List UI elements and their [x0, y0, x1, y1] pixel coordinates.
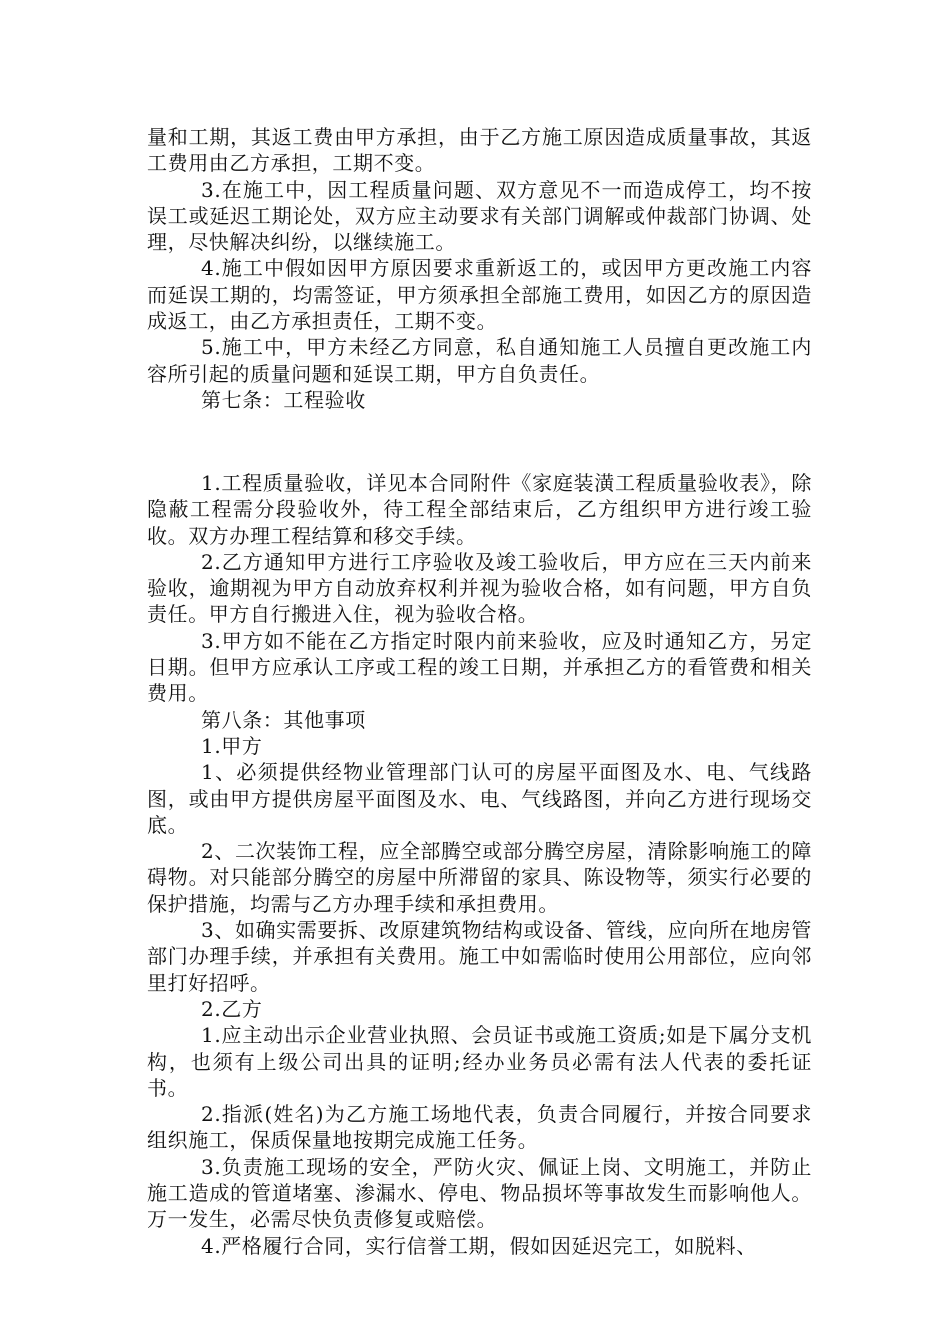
document-text-top — [147, 124, 812, 413]
paragraph: 2.乙方通知甲方进行工序验收及竣工验收后，甲方应在三天内前来验收，逾期视为甲方自动放弃权利并视为验收合格，如有问题，甲方自负责任。甲方自行搬进入住，视为验收合格。 — [147, 549, 812, 627]
paragraph: 1、必须提供经物业管理部门认可的房屋平面图及水、电、气线路图，或由甲方提供房屋平面图及水、电、气线路图，并向乙方进行现场交底。 — [147, 760, 812, 837]
paragraph: 4.施工中假如因甲方原因要求重新返工的，或因甲方更改施工内容而延误工期的，均需签证，甲方须承担全部施工费用，如因乙方的原因造成返工，由乙方承担责任，工期不变。 — [147, 256, 812, 334]
paragraph: 3.在施工中，因工程质量问题、双方意见不一而造成停工，均不按误工或延迟工期论处，双方应主动要求有关部门调解或仲裁部门协调、处理，尽快解决纠纷，以继续施工。 — [147, 177, 812, 255]
paragraph: 2.指派(姓名)为乙方施工场地代表，负责合同履行，并按合同要求组织施工，保质保量地按期完成施工任务。 — [147, 1102, 812, 1153]
paragraph: 3.甲方如不能在乙方指定时限内前来验收，应及时通知乙方，另定日期。但甲方应承认工序或工程的竣工日期，并承担乙方的看管费和相关费用。 — [147, 628, 812, 706]
paragraph: 3.负责施工现场的安全，严防火灾、佩证上岗、文明施工，并防止施工造成的管道堵塞、渗漏水、停电、物品损坏等事故发生而影响他人。万一发生，必需尽快负责修复或赔偿。 — [147, 1154, 812, 1232]
paragraph: 3、如确实需要拆、改原建筑物结构或设备、管线，应向所在地房管部门办理手续，并承担有关费用。施工中如需临时使用公用部位，应向邻里打好招呼。 — [147, 918, 812, 995]
section-heading: 第八条：其他事项 — [201, 707, 366, 732]
paragraph: 2、二次装饰工程，应全部腾空或部分腾空房屋，清除影响施工的障碍物。对只能部分腾空的房屋中所滞留的家具、陈设物等，须实行必要的保护措施，均需与乙方办理手续和承担费用。 — [147, 839, 812, 916]
document-text-bottom — [147, 470, 812, 1259]
paragraph: 4.严格履行合同，实行信誉工期，假如因延迟完工，如脱料、 — [201, 1233, 757, 1258]
paragraph: 1.工程质量验收，详见本合同附件《家庭装潢工程质量验收表》，除隐蔽工程需分段验收外，待工程全部结束后，乙方组织甲方进行竣工验收。双方办理工程结算和移交手续。 — [147, 471, 812, 548]
paragraph: 5.施工中，甲方未经乙方同意，私自通知施工人员擅自更改施工内容所引起的质量问题和延误工期，甲方自负责任。 — [147, 335, 812, 386]
subsection-heading: 2.乙方 — [201, 996, 263, 1021]
subsection-heading: 1.甲方 — [201, 733, 263, 758]
section-heading: 第七条：工程验收 — [201, 387, 366, 412]
paragraph: 1.应主动出示企业营业执照、会员证书或施工资质;如是下属分支机构，也须有上级公司出具的证明;经办业务员必需有法人代表的委托证书。 — [147, 1023, 812, 1100]
paragraph: 量和工期，其返工费由甲方承担，由于乙方施工原因造成质量事故，其返工费用由乙方承担，工期不变。 — [147, 125, 812, 176]
